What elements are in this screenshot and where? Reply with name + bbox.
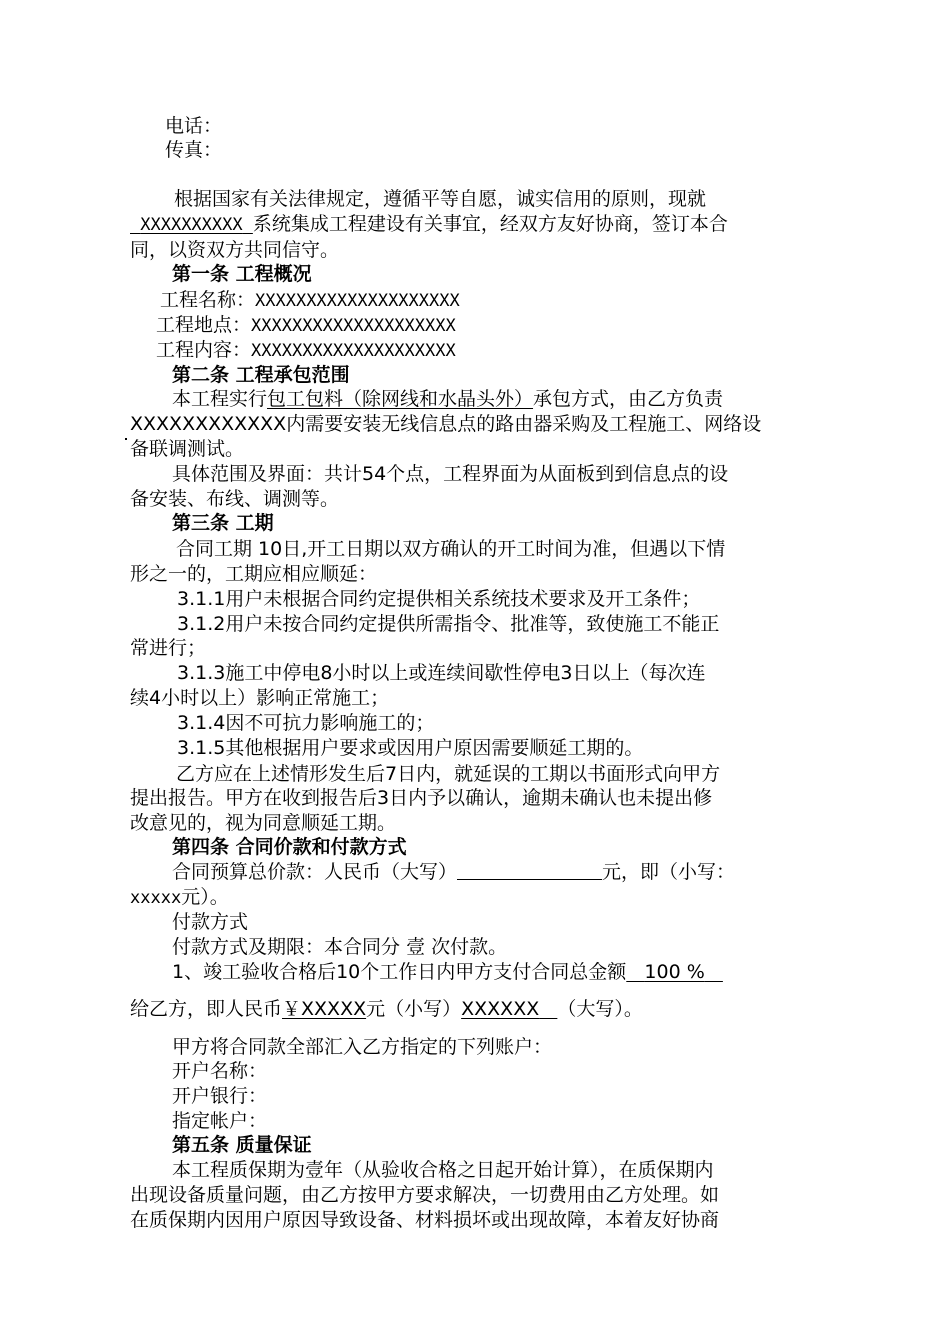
article-3-p2-line-3: 改意见的，视为同意顺延工期。 — [130, 812, 397, 834]
clause-3-1-5: 3.1.5其他根据用户要求或因用户原因需要顺延工期的。 — [177, 737, 644, 759]
account-number-label: 指定帐户： — [172, 1110, 268, 1132]
clause-3-1-4: 3.1.4因不可抗力影响施工的； — [177, 712, 435, 734]
project-name-placeholder: XXXXXXXXXX — [140, 215, 243, 235]
article-2-p1-line-2: XXXXXXXXXXXX内需要安装无线信息点的路由器采购及工程施工、网络设 — [130, 413, 762, 435]
clause-3-1-3-line-1: 3.1.3施工中停电8小时以上或连续间歇性停电3日以上（每次连 — [177, 662, 706, 684]
clause-3-1-2-line-1: 3.1.2用户未按合同约定提供所需指令、批准等，致使施工不能正 — [177, 613, 720, 635]
article-2-heading: 第二条 工程承包范围 — [172, 364, 350, 386]
payment-item-1-line-1: 1、竣工验收合格后10个工作日内甲方支付合同总金额 100 % — [172, 960, 877, 984]
margin-mark — [125, 438, 127, 440]
project-name-value: XXXXXXXXXXXXXXXXXXXX — [255, 291, 460, 311]
clause-3-1-1: 3.1.1用户未根据合同约定提供相关系统技术要求及开工条件； — [177, 588, 701, 610]
budget-line-2: xxxxx元）。 — [130, 886, 229, 908]
article-3-p1-line-2: 形之一的，工期应相应顺延： — [130, 563, 378, 585]
payment-terms: 付款方式及期限：本合同分 壹 次付款。 — [172, 936, 508, 958]
account-bank-label: 开户银行： — [172, 1085, 268, 1107]
budget-line-1: 合同预算总价款：人民币（大写） 元，即（小写： — [172, 861, 736, 883]
article-5-p1-line-2: 出现设备质量问题，由乙方按甲方要求解决，一切费用由乙方处理。如 — [130, 1184, 720, 1206]
fax-label: 传真： — [165, 139, 223, 161]
contract-method-underlined: 包工包料（除网线和水晶头外） — [267, 388, 534, 410]
payment-small-amount: ￥XXXXX — [282, 998, 367, 1020]
article-5-p1-line-3: 在质保期内因用户原因导致设备、材料损坏或出现故障，本着友好协商 — [130, 1209, 720, 1231]
article-5-heading: 第五条 质量保证 — [172, 1134, 312, 1156]
project-site-value: XXXXXXXXXXXXXXXXXXXX — [251, 316, 456, 336]
article-1-heading: 第一条 工程概况 — [172, 263, 312, 285]
payment-count: 壹 — [406, 936, 426, 958]
article-2-p1-line-3: 备联调测试。 — [130, 438, 245, 460]
preamble-line-1: 根据国家有关法律规定，遵循平等自愿，诚实信用的原则，现就 — [174, 188, 707, 210]
account-name-label: 开户名称： — [172, 1060, 268, 1082]
account-intro: 甲方将合同款全部汇入乙方指定的下列账户： — [172, 1036, 553, 1058]
preamble-line-2: XXXXXXXXXX 系统集成工程建设有关事宜，经双方友好协商，签订本合 — [130, 212, 835, 237]
project-site-row: 工程地点：XXXXXXXXXXXXXXXXXXXX — [156, 314, 456, 336]
article-5-p1-line-1: 本工程质保期为壹年（从验收合格之日起开始计算），在质保期内 — [172, 1159, 714, 1181]
payment-percent: 100 % — [644, 961, 705, 983]
project-name-row: 工程名称：XXXXXXXXXXXXXXXXXXXX — [160, 289, 460, 311]
project-content-value: XXXXXXXXXXXXXXXXXXXX — [251, 341, 456, 361]
clause-3-1-3-line-2: 续4小时以上）影响正常施工； — [130, 687, 390, 709]
article-4-heading: 第四条 合同价款和付款方式 — [172, 836, 407, 858]
article-2-p2-line-2: 备安装、布线、调测等。 — [130, 488, 340, 510]
article-2-p2-line-1: 具体范围及界面：共计54个点，工程界面为从面板到到信息点的设 — [172, 463, 729, 485]
article-3-p1-line-1: 合同工期 10日,开工日期以双方确认的开工时间为准，但遇以下情 — [176, 538, 726, 560]
article-3-heading: 第三条 工期 — [172, 512, 274, 534]
payment-big-amount: XXXXXX — [461, 998, 540, 1020]
budget-amount-blank — [457, 861, 602, 880]
payment-item-1-line-2: 给乙方，即人民币￥XXXXX元（小写）XXXXXX （大写）。 — [130, 998, 643, 1020]
clause-3-1-2-line-2: 常进行； — [130, 637, 207, 659]
budget-small-amount: xxxxx — [130, 888, 182, 908]
payment-method-label: 付款方式 — [172, 911, 249, 933]
project-content-row: 工程内容：XXXXXXXXXXXXXXXXXXXX — [156, 339, 456, 361]
article-3-p2-line-2: 提出报告。甲方在收到报告后3日内予以确认，逾期未确认也未提出修 — [130, 787, 713, 809]
preamble-line-3: 同，以资双方共同信守。 — [130, 239, 340, 261]
article-3-p2-line-1: 乙方应在上述情形发生后7日内，就延误的工期以书面形式向甲方 — [176, 763, 721, 785]
phone-label: 电话： — [165, 115, 223, 137]
article-2-p1-line-1: 本工程实行包工包料（除网线和水晶头外）承包方式，由乙方负责 — [172, 388, 724, 410]
